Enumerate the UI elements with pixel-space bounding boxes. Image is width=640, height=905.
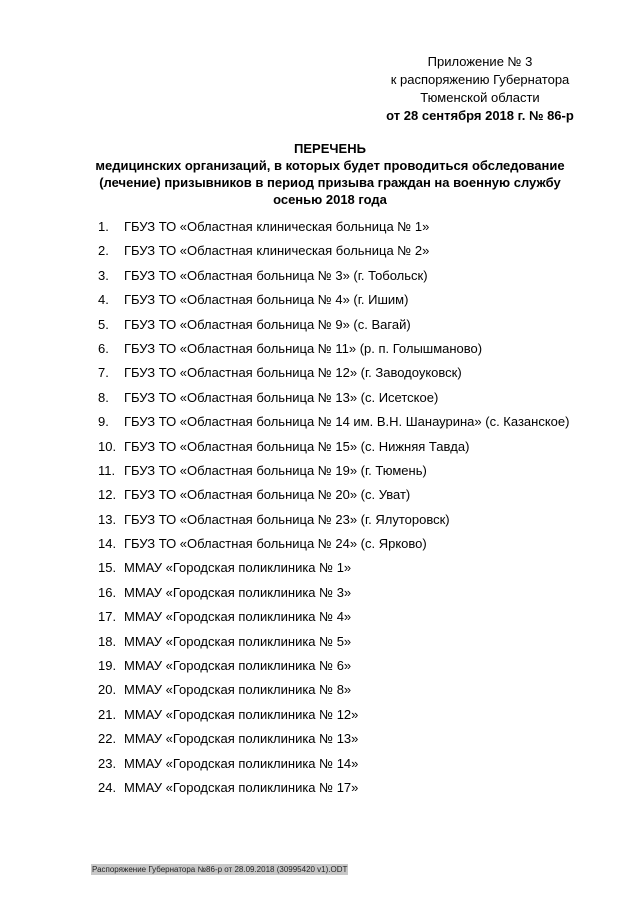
item-number: 5. — [98, 316, 109, 332]
item-number: 24. — [98, 779, 117, 795]
list-item — [98, 486, 569, 510]
item-text: ММАУ «Городская поликлиника № 5» — [124, 633, 352, 649]
item-text: ММАУ «Городская поликлиника № 13» — [124, 731, 359, 747]
item-number: 8. — [98, 389, 109, 405]
title-line-1: медицинских организаций, в которых будет проводиться обследование — [95, 158, 565, 173]
item-text: ГБУЗ ТО «Областная больница № 3» (г. Тобольск) — [124, 267, 428, 283]
list-item — [98, 681, 569, 705]
item-number: 21. — [98, 706, 117, 722]
list-item — [98, 608, 569, 632]
list-item — [98, 633, 569, 657]
item-number: 13. — [98, 511, 117, 527]
appendix-order-ref: к распоряжению Губернатора — [390, 72, 570, 87]
item-number: 17. — [98, 609, 117, 625]
list-item — [98, 706, 569, 730]
list-item — [98, 535, 569, 559]
item-text: ГБУЗ ТО «Областная больница № 11» (р. п. Голышманово) — [124, 340, 483, 356]
item-number: 11. — [98, 462, 116, 478]
list-item — [98, 657, 569, 681]
list-item — [98, 584, 569, 608]
list-item — [98, 755, 569, 779]
list-item — [98, 779, 569, 803]
document-reference-footer: Распоряжение Губернатора №86-р от 28.09.2018 (30995420 v1).ODT — [92, 865, 348, 874]
item-number: 6. — [98, 340, 109, 356]
item-number: 22. — [98, 731, 117, 747]
item-text: ММАУ «Городская поликлиника № 1» — [124, 560, 352, 576]
item-number: 12. — [98, 487, 117, 503]
list-item — [98, 462, 569, 486]
appendix-header — [370, 53, 590, 125]
item-text: ММАУ «Городская поликлиника № 8» — [124, 682, 352, 698]
item-number: 20. — [98, 682, 117, 698]
item-text: ГБУЗ ТО «Областная больница № 19» (г. Тюмень) — [124, 462, 427, 478]
item-text: ГБУЗ ТО «Областная больница № 13» (с. Исетское) — [124, 389, 439, 405]
item-text: ММАУ «Городская поликлиника № 4» — [124, 609, 352, 625]
list-item — [98, 340, 569, 364]
list-item — [98, 559, 569, 583]
item-text: ММАУ «Городская поликлиника № 6» — [124, 658, 352, 674]
organization-list — [98, 218, 569, 803]
item-number: 18. — [98, 633, 117, 649]
list-item — [98, 438, 569, 462]
item-text: ГБУЗ ТО «Областная больница № 12» (г. Заводоуковск) — [124, 365, 462, 381]
item-text: ГБУЗ ТО «Областная больница № 20» (с. Уват) — [124, 487, 411, 503]
document-title — [60, 140, 600, 208]
item-text: ГБУЗ ТО «Областная клиническая больница № 1» — [124, 219, 430, 234]
item-text: ГБУЗ ТО «Областная больница № 24» (с. Ярково) — [124, 536, 427, 552]
item-number: 15. — [98, 560, 117, 576]
item-text: ГБУЗ ТО «Областная больница № 15» (с. Нижняя Тавда) — [124, 438, 470, 454]
list-item — [98, 730, 569, 754]
list-item — [98, 389, 569, 413]
item-number: 14. — [98, 536, 117, 552]
list-item — [98, 413, 569, 437]
item-text: ММАУ «Городская поликлиника № 12» — [124, 706, 359, 722]
item-number: 23. — [98, 755, 117, 771]
item-number: 19. — [98, 658, 117, 674]
item-text: ММАУ «Городская поликлиника № 17» — [124, 779, 359, 795]
item-number: 1. — [98, 219, 109, 234]
title-heading: ПЕРЕЧЕНЬ — [294, 141, 366, 156]
item-text: ММАУ «Городская поликлиника № 14» — [124, 755, 359, 771]
list-item — [98, 218, 569, 242]
appendix-number: Приложение № 3 — [427, 54, 533, 69]
item-number: 16. — [98, 584, 117, 600]
item-number: 4. — [98, 292, 109, 308]
list-item — [98, 267, 569, 291]
list-item — [98, 364, 569, 388]
item-text: ГБУЗ ТО «Областная больница № 9» (с. Вагай) — [124, 316, 411, 332]
item-number: 7. — [98, 365, 109, 381]
list-item — [98, 291, 569, 315]
list-item — [98, 242, 569, 266]
title-line-2: (лечение) призывников в период призыва граждан на военную службу — [99, 175, 561, 190]
item-text: ГБУЗ ТО «Областная больница № 23» (г. Ялуторовск) — [124, 511, 450, 527]
item-text: ГБУЗ ТО «Областная больница № 4» (г. Ишим) — [124, 292, 409, 308]
list-item — [98, 511, 569, 535]
appendix-region: Тюменской области — [420, 90, 540, 105]
list-item — [98, 316, 569, 340]
item-number: 10. — [98, 438, 117, 454]
title-line-3: осенью 2018 года — [273, 192, 387, 207]
item-text: ММАУ «Городская поликлиника № 3» — [124, 584, 352, 600]
item-text: ГБУЗ ТО «Областная клиническая больница № 2» — [124, 243, 430, 259]
item-number: 3. — [98, 267, 109, 283]
item-text: ГБУЗ ТО «Областная больница № 14 им. В.Н. Шанаурина» (с. Казанское) — [124, 414, 570, 430]
item-number: 2. — [98, 243, 109, 259]
appendix-date: от 28 сентября 2018 г. № 86-р — [386, 108, 574, 123]
item-number: 9. — [98, 414, 109, 430]
